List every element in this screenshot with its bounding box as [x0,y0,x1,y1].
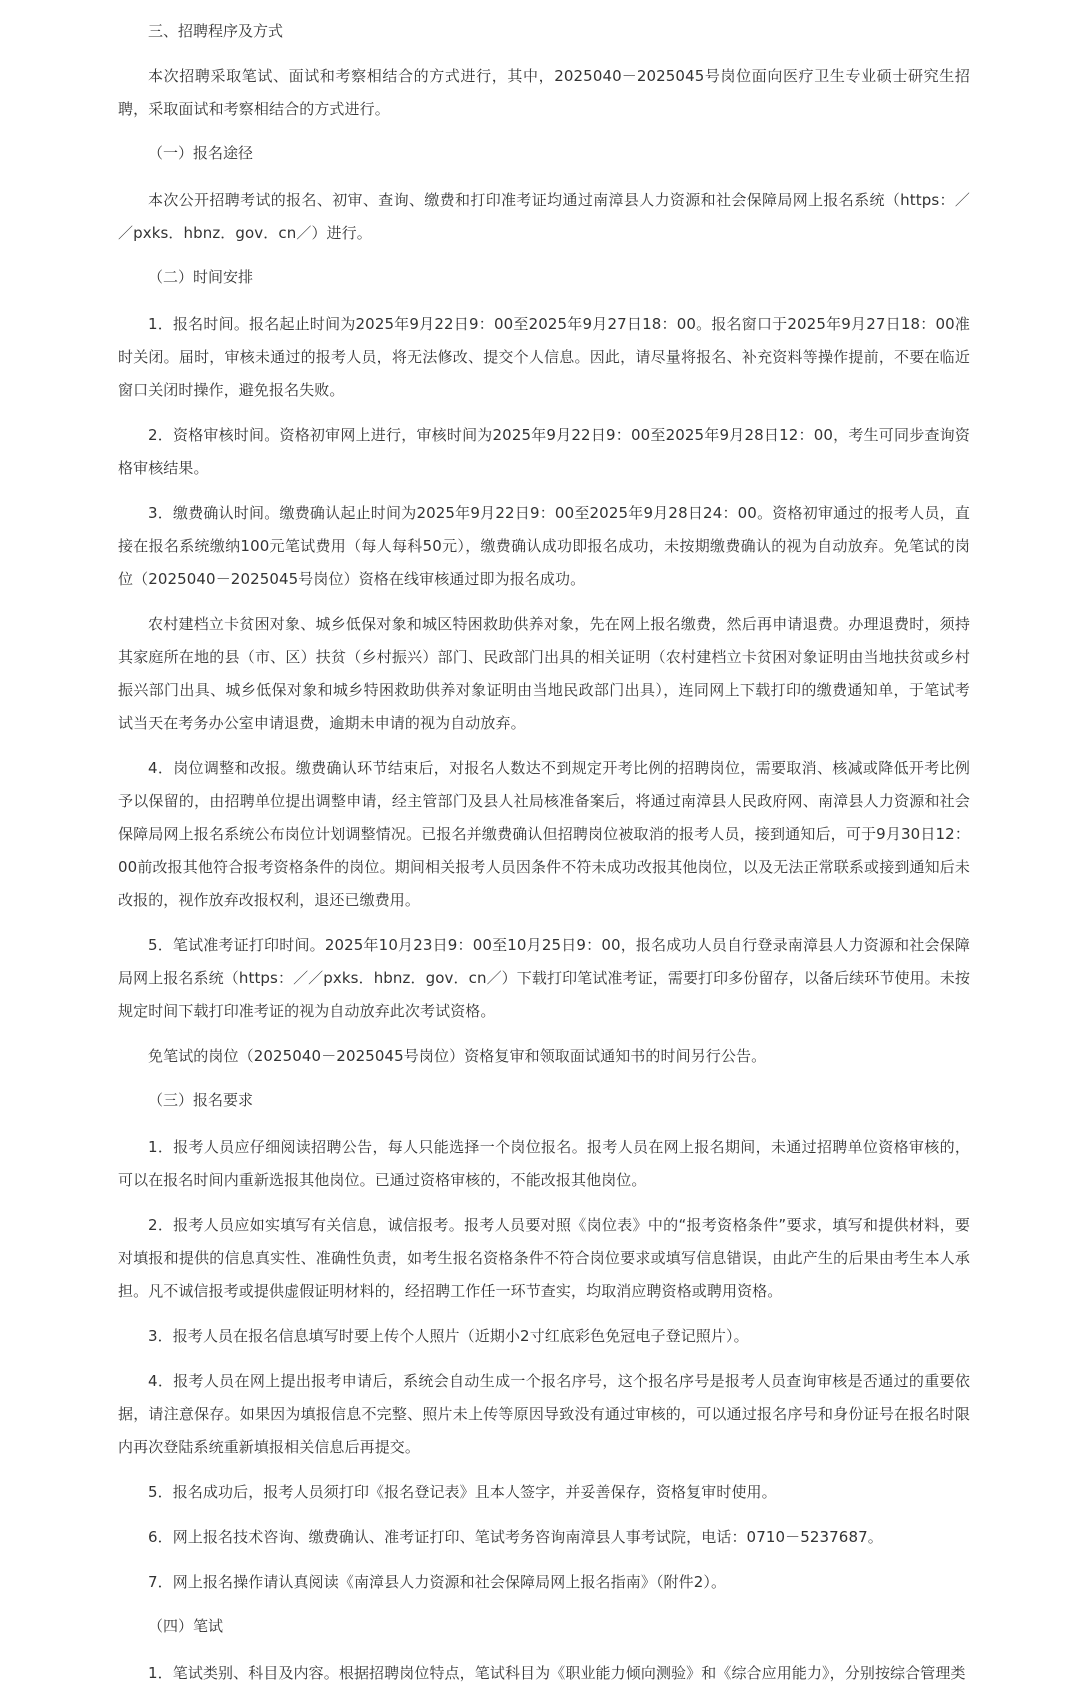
requirement-item: 3．报考人员在报名信息填写时要上传个人照片（近期小2寸红底彩色免冠电子登记照片）。 [148,1327,749,1345]
requirement-item: 5．报名成功后，报考人员须打印《报名登记表》且本人签字，并妥善保存，资格复审时使用。 [148,1483,777,1501]
schedule-item: 免笔试的岗位（2025040－2025045号岗位）资格复审和领取面试通知书的时间另行公告。 [148,1047,767,1065]
intro-paragraph: 本次招聘采取笔试、面试和考察相结合的方式进行，其中，2025040－2025045号岗位面向医疗卫生专业硕士研究生招聘，采取面试和考察相结合的方式进行。 [118,67,970,118]
subsection-title-requirements: （三）报名要求 [148,1091,254,1109]
requirement-item: 4．报考人员在网上提出报考申请后，系统会自动生成一个报名序号，这个报名序号是报考人员查询审核是否通过的重要依据，请注意保存。如果因为填报信息不完整、照片未上传等原因导致没有通过审核的，可以通过报名序号和身份证号在报名时限内再次登陆系统重新填报相关信息后再提交。 [118,1372,970,1456]
requirement-item: 2．报考人员应如实填写有关信息，诚信报考。报考人员要对照《岗位表》中的“报考资格条件”要求，填写和提供材料，要对填报和提供的信息真实性、准确性负责，如考生报名资格条件不符合岗位要求或填写信息错误，由此产生的后果由考生本人承担。凡不诚信报考或提供虚假证明材料的，经招聘工作任一环节查实，均取消应聘资格或聘用资格。 [118,1216,970,1300]
subsection-title-registration-channel: （一）报名途径 [148,144,254,162]
subsection-title-schedule: （二）时间安排 [148,268,254,286]
schedule-item: 农村建档立卡贫困对象、城乡低保对象和城区特困救助供养对象，先在网上报名缴费，然后再申请退费。办理退费时，须持其家庭所在地的县（市、区）扶贫（乡村振兴）部门、民政部门出具的相关证明（农村建档立卡贫困对象证明由当地扶贫或乡村振兴部门出具、城乡低保对象和城乡特困救助供养对象证明由当地民政部门出具），连同网上下载打印的缴费通知单，于笔试考试当天在考务办公室申请退费，逾期未申请的视为自动放弃。 [118,615,970,732]
registration-channel-paragraph: 本次公开招聘考试的报名、初审、查询、缴费和打印准考证均通过南漳县人力资源和社会保障局网上报名系统（https：／／pxks．hbnz．gov．cn／）进行。 [118,191,970,242]
schedule-item: 3．缴费确认时间。缴费确认起止时间为2025年9月22日9：00至2025年9月28日24：00。资格初审通过的报考人员，直接在报名系统缴纳100元笔试费用（每人每科50元），缴费确认成功即报名成功，未按期缴费确认的视为自动放弃。免笔试的岗位（2025040－2025045号岗位）资格在线审核通过即为报名成功。 [118,504,970,588]
schedule-item: 4．岗位调整和改报。缴费确认环节结束后，对报名人数达不到规定开考比例的招聘岗位，需要取消、核减或降低开考比例予以保留的，由招聘单位提出调整申请，经主管部门及县人社局核准备案后，将通过南漳县人民政府网、南漳县人力资源和社会保障局网上报名系统公布岗位计划调整情况。已报名并缴费确认但招聘岗位被取消的报考人员，接到通知后，可于9月30日12：00前改报其他符合报考资格条件的岗位。期间相关报考人员因条件不符未成功改报其他岗位，以及无法正常联系或接到通知后未改报的，视作放弃改报权利，退还已缴费用。 [118,759,970,909]
schedule-item: 5．笔试准考证打印时间。2025年10月23日9：00至10月25日9：00，报名成功人员自行登录南漳县人力资源和社会保障局网上报名系统（https：／／pxks．hbnz．gov．cn／）下载打印笔试准考证，需要打印多份留存，以备后续环节使用。未按规定时间下载打印准考证的视为自动放弃此次考试资格。 [118,936,970,1020]
written-exam-item: 1．笔试类别、科目及内容。根据招聘岗位特点，笔试科目为《职业能力倾向测验》和《综合应用能力》，分别按综合管理类 [148,1664,966,1682]
requirement-item: 1．报考人员应仔细阅读招聘公告，每人只能选择一个岗位报名。报考人员在网上报名期间，未通过招聘单位资格审核的，可以在报名时间内重新选报其他岗位。已通过资格审核的，不能改报其他岗位。 [118,1138,970,1189]
schedule-item: 2．资格审核时间。资格初审网上进行，审核时间为2025年9月22日9：00至2025年9月28日12：00，考生可同步查询资格审核结果。 [118,426,970,477]
subsection-title-written-exam: （四）笔试 [148,1617,224,1635]
requirement-item: 6．网上报名技术咨询、缴费确认、准考证打印、笔试考务咨询南漳县人事考试院，电话：0710－5237687。 [148,1528,883,1546]
section-title: 三、招聘程序及方式 [148,22,284,40]
schedule-item: 1．报名时间。报名起止时间为2025年9月22日9：00至2025年9月27日18：00。报名窗口于2025年9月27日18：00准时关闭。届时，审核未通过的报考人员，将无法修改、提交个人信息。因此，请尽量将报名、补充资料等操作提前，不要在临近窗口关闭时操作，避免报名失败。 [118,315,970,399]
requirement-item: 7．网上报名操作请认真阅读《南漳县人力资源和社会保障局网上报名指南》（附件2）。 [148,1573,727,1591]
